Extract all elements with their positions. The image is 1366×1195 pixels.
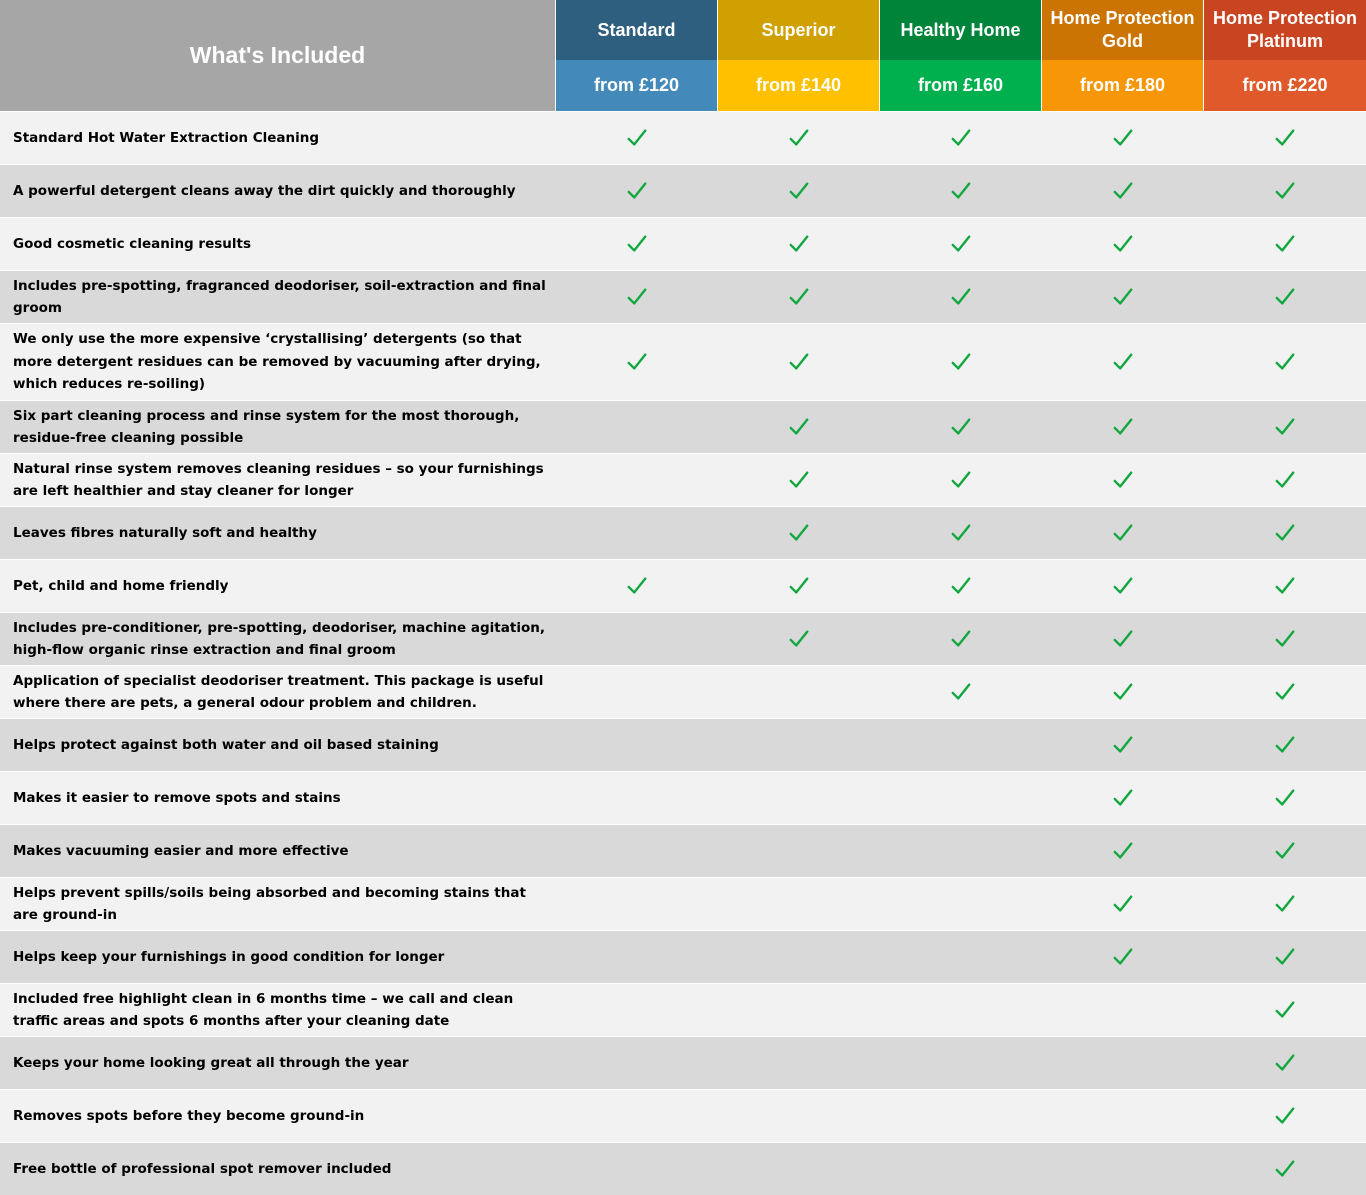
- feature-label: Leaves fibres naturally soft and healthy: [13, 524, 317, 541]
- plan-cell: [718, 560, 879, 612]
- plan-cell: [718, 165, 879, 217]
- plan-cell: [1042, 324, 1203, 400]
- plan-cell: [557, 613, 718, 665]
- check-icon: [1274, 351, 1296, 373]
- plan-price: from £140: [718, 60, 879, 111]
- plan-cell: [718, 878, 879, 930]
- plan-cell: [880, 454, 1041, 506]
- plan-cell: [1204, 984, 1366, 1036]
- plan-cell: [557, 1037, 718, 1089]
- check-icon: [950, 416, 972, 438]
- table-row: [0, 983, 1366, 1036]
- feature-label: Pet, child and home friendly: [13, 577, 229, 594]
- table-row: [0, 400, 1366, 453]
- plan-cell: [557, 112, 718, 164]
- plan-cell: [718, 1143, 879, 1195]
- table-row: [0, 453, 1366, 506]
- check-icon: [1112, 628, 1134, 650]
- table-row: [0, 323, 1366, 400]
- table-row: [0, 217, 1366, 270]
- plan-cell: [1204, 719, 1366, 771]
- plan-cell: [880, 878, 1041, 930]
- plan-cell: [1042, 825, 1203, 877]
- check-icon: [950, 575, 972, 597]
- check-icon: [1274, 787, 1296, 809]
- plan-cell: [557, 719, 718, 771]
- plan-cell: [1042, 1090, 1203, 1142]
- check-icon: [1112, 469, 1134, 491]
- plan-cell: [1042, 719, 1203, 771]
- check-icon: [1274, 734, 1296, 756]
- plan-cell: [718, 271, 879, 323]
- plan-column-header: [880, 0, 1041, 111]
- feature-label: Application of specialist deodoriser treatment. This package is useful where there are pets, a general odour problem and children.: [13, 672, 544, 711]
- check-icon: [1274, 1158, 1296, 1180]
- feature-label: Standard Hot Water Extraction Cleaning: [13, 129, 320, 146]
- plan-cell: [1042, 772, 1203, 824]
- plan-cell: [718, 719, 879, 771]
- whats-included-heading: What's Included: [0, 0, 555, 111]
- check-icon: [950, 180, 972, 202]
- check-icon: [788, 351, 810, 373]
- table-row: [0, 771, 1366, 824]
- plan-column-header: [1204, 0, 1366, 111]
- plan-cell: [557, 1090, 718, 1142]
- plan-cell: [880, 719, 1041, 771]
- check-icon: [1112, 286, 1134, 308]
- plan-cell: [1204, 165, 1366, 217]
- table-row: [0, 270, 1366, 323]
- feature-rows: [0, 111, 1366, 1195]
- table-row: [0, 1089, 1366, 1142]
- check-icon: [1112, 127, 1134, 149]
- feature-label: Good cosmetic cleaning results: [13, 235, 251, 252]
- plan-cell: [718, 984, 879, 1036]
- check-icon: [626, 180, 648, 202]
- table-row: [0, 506, 1366, 559]
- plan-cell: [1042, 401, 1203, 453]
- plan-cell: [880, 324, 1041, 400]
- check-icon: [626, 286, 648, 308]
- plan-cell: [880, 112, 1041, 164]
- check-icon: [788, 628, 810, 650]
- plan-cell: [1042, 112, 1203, 164]
- plan-cell: [1042, 271, 1203, 323]
- plan-cell: [557, 666, 718, 718]
- feature-label: Helps protect against both water and oil based staining: [13, 736, 439, 753]
- feature-label: We only use the more expensive ‘crystallising’ detergents (so that more detergent residues can be removed by vacuuming after drying, which reduces re-soiling): [13, 331, 541, 393]
- check-icon: [1274, 1052, 1296, 1074]
- plan-cell: [1042, 454, 1203, 506]
- check-icon: [1112, 233, 1134, 255]
- plan-cell: [880, 825, 1041, 877]
- plan-cell: [1042, 218, 1203, 270]
- table-row: [0, 930, 1366, 983]
- plan-cell: [880, 271, 1041, 323]
- plan-cell: [1204, 1143, 1366, 1195]
- check-icon: [788, 469, 810, 491]
- check-icon: [1112, 351, 1134, 373]
- plan-cell: [718, 1090, 879, 1142]
- plan-cell: [1204, 613, 1366, 665]
- check-icon: [950, 127, 972, 149]
- plan-name: Standard: [556, 0, 717, 60]
- plan-cell: [718, 772, 879, 824]
- table-row: [0, 877, 1366, 930]
- plan-cell: [557, 271, 718, 323]
- plan-cell: [1204, 401, 1366, 453]
- table-row: [0, 612, 1366, 665]
- plan-cell: [1204, 931, 1366, 983]
- plan-price: from £180: [1042, 60, 1203, 111]
- check-icon: [1112, 734, 1134, 756]
- plan-cell: [1042, 878, 1203, 930]
- plan-cell: [557, 324, 718, 400]
- plan-cell: [880, 772, 1041, 824]
- check-icon: [1112, 180, 1134, 202]
- feature-label: A powerful detergent cleans away the dirt quickly and thoroughly: [13, 182, 516, 199]
- plan-name: Healthy Home: [880, 0, 1041, 60]
- check-icon: [1274, 999, 1296, 1021]
- plan-cell: [557, 878, 718, 930]
- plan-cell: [557, 1143, 718, 1195]
- check-icon: [1274, 522, 1296, 544]
- check-icon: [788, 233, 810, 255]
- plan-cell: [718, 454, 879, 506]
- plan-cell: [1042, 931, 1203, 983]
- check-icon: [1274, 628, 1296, 650]
- check-icon: [1274, 946, 1296, 968]
- feature-label: Includes pre-spotting, fragranced deodoriser, soil-extraction and final groom: [13, 277, 546, 316]
- table-row: [0, 718, 1366, 771]
- plan-cell: [880, 1037, 1041, 1089]
- check-icon: [1112, 681, 1134, 703]
- plan-cell: [718, 825, 879, 877]
- plan-cell: [880, 560, 1041, 612]
- plan-cell: [1204, 1037, 1366, 1089]
- check-icon: [1112, 416, 1134, 438]
- check-icon: [788, 127, 810, 149]
- feature-label: Makes it easier to remove spots and stains: [13, 789, 341, 806]
- plan-cell: [1204, 666, 1366, 718]
- table-header: [0, 0, 1366, 111]
- plan-column-header: [556, 0, 717, 111]
- plan-cell: [718, 1037, 879, 1089]
- plan-cell: [1204, 271, 1366, 323]
- check-icon: [788, 575, 810, 597]
- plan-price: from £120: [556, 60, 717, 111]
- plan-cell: [557, 454, 718, 506]
- feature-label: Six part cleaning process and rinse system for the most thorough, residue-free cleaning possible: [13, 407, 520, 446]
- check-icon: [1274, 416, 1296, 438]
- plan-cell: [1204, 825, 1366, 877]
- plan-cell: [1204, 454, 1366, 506]
- check-icon: [788, 416, 810, 438]
- feature-label: Helps prevent spills/soils being absorbed and becoming stains that are ground-in: [13, 884, 526, 923]
- table-row: [0, 164, 1366, 217]
- plan-cell: [557, 401, 718, 453]
- check-icon: [1112, 893, 1134, 915]
- plan-cell: [1042, 984, 1203, 1036]
- feature-label: Included free highlight clean in 6 months time – we call and clean traffic areas and spots 6 months after your cleaning date: [13, 990, 514, 1029]
- check-icon: [1274, 1105, 1296, 1127]
- check-icon: [1112, 840, 1134, 862]
- plan-cell: [1042, 1037, 1203, 1089]
- plan-cell: [1204, 560, 1366, 612]
- check-icon: [1112, 946, 1134, 968]
- feature-label: Removes spots before they become ground-in: [13, 1107, 365, 1124]
- check-icon: [950, 233, 972, 255]
- plan-name: Home Protection Platinum: [1204, 0, 1366, 60]
- check-icon: [626, 575, 648, 597]
- check-icon: [626, 233, 648, 255]
- table-row: [0, 1142, 1366, 1195]
- check-icon: [1274, 469, 1296, 491]
- plan-cell: [718, 218, 879, 270]
- plan-column-header: [718, 0, 879, 111]
- check-icon: [626, 351, 648, 373]
- plan-cell: [880, 1090, 1041, 1142]
- plan-cell: [1042, 165, 1203, 217]
- plan-cell: [557, 825, 718, 877]
- plan-cell: [718, 931, 879, 983]
- check-icon: [950, 628, 972, 650]
- plan-cell: [1042, 1143, 1203, 1195]
- check-icon: [950, 522, 972, 544]
- check-icon: [1274, 180, 1296, 202]
- check-icon: [1274, 575, 1296, 597]
- plan-cell: [557, 931, 718, 983]
- plan-cell: [1042, 666, 1203, 718]
- plan-price: from £220: [1204, 60, 1366, 111]
- feature-label: Helps keep your furnishings in good condition for longer: [13, 948, 445, 965]
- check-icon: [1274, 286, 1296, 308]
- check-icon: [1112, 787, 1134, 809]
- table-row: [0, 1036, 1366, 1089]
- plan-cell: [880, 507, 1041, 559]
- plan-cell: [718, 324, 879, 400]
- check-icon: [788, 522, 810, 544]
- check-icon: [950, 286, 972, 308]
- plan-cell: [880, 218, 1041, 270]
- table-row: [0, 824, 1366, 877]
- check-icon: [1274, 127, 1296, 149]
- check-icon: [950, 351, 972, 373]
- plan-cell: [557, 165, 718, 217]
- plan-name: Superior: [718, 0, 879, 60]
- plan-cell: [1204, 1090, 1366, 1142]
- table-row: [0, 665, 1366, 718]
- plan-cell: [557, 772, 718, 824]
- plan-cell: [718, 613, 879, 665]
- plan-cell: [1042, 613, 1203, 665]
- plan-cell: [718, 401, 879, 453]
- plan-cell: [880, 165, 1041, 217]
- plan-column-header: [1042, 0, 1203, 111]
- check-icon: [950, 469, 972, 491]
- plan-cell: [1204, 772, 1366, 824]
- check-icon: [1274, 233, 1296, 255]
- feature-label: Free bottle of professional spot remover included: [13, 1160, 392, 1177]
- check-icon: [1112, 522, 1134, 544]
- plan-cell: [880, 401, 1041, 453]
- plan-cell: [557, 507, 718, 559]
- check-icon: [950, 681, 972, 703]
- plan-cell: [1204, 218, 1366, 270]
- check-icon: [788, 286, 810, 308]
- check-icon: [1274, 893, 1296, 915]
- plan-cell: [880, 1143, 1041, 1195]
- plan-headers: [555, 0, 1366, 111]
- plan-price: from £160: [880, 60, 1041, 111]
- plan-cell: [718, 112, 879, 164]
- plan-cell: [880, 666, 1041, 718]
- check-icon: [626, 127, 648, 149]
- plan-cell: [1204, 112, 1366, 164]
- plan-cell: [557, 984, 718, 1036]
- feature-label: Natural rinse system removes cleaning residues – so your furnishings are left healthier and stay cleaner for longer: [13, 460, 544, 499]
- plan-cell: [557, 218, 718, 270]
- plan-cell: [1204, 324, 1366, 400]
- check-icon: [1274, 840, 1296, 862]
- plan-cell: [880, 613, 1041, 665]
- feature-label: Includes pre-conditioner, pre-spotting, deodoriser, machine agitation, high-flow organic rinse extraction and final groom: [13, 619, 545, 658]
- check-icon: [1112, 575, 1134, 597]
- plan-cell: [557, 560, 718, 612]
- plan-cell: [1204, 878, 1366, 930]
- plan-name: Home Protection Gold: [1042, 0, 1203, 60]
- check-icon: [1274, 681, 1296, 703]
- check-icon: [788, 180, 810, 202]
- table-row: [0, 559, 1366, 612]
- plan-cell: [880, 931, 1041, 983]
- plan-cell: [880, 984, 1041, 1036]
- feature-label: Makes vacuuming easier and more effective: [13, 842, 349, 859]
- plan-cell: [718, 666, 879, 718]
- feature-label: Keeps your home looking great all through the year: [13, 1054, 409, 1071]
- plan-cell: [1204, 507, 1366, 559]
- plan-cell: [1042, 507, 1203, 559]
- table-row: [0, 111, 1366, 164]
- plan-cell: [1042, 560, 1203, 612]
- plan-cell: [718, 507, 879, 559]
